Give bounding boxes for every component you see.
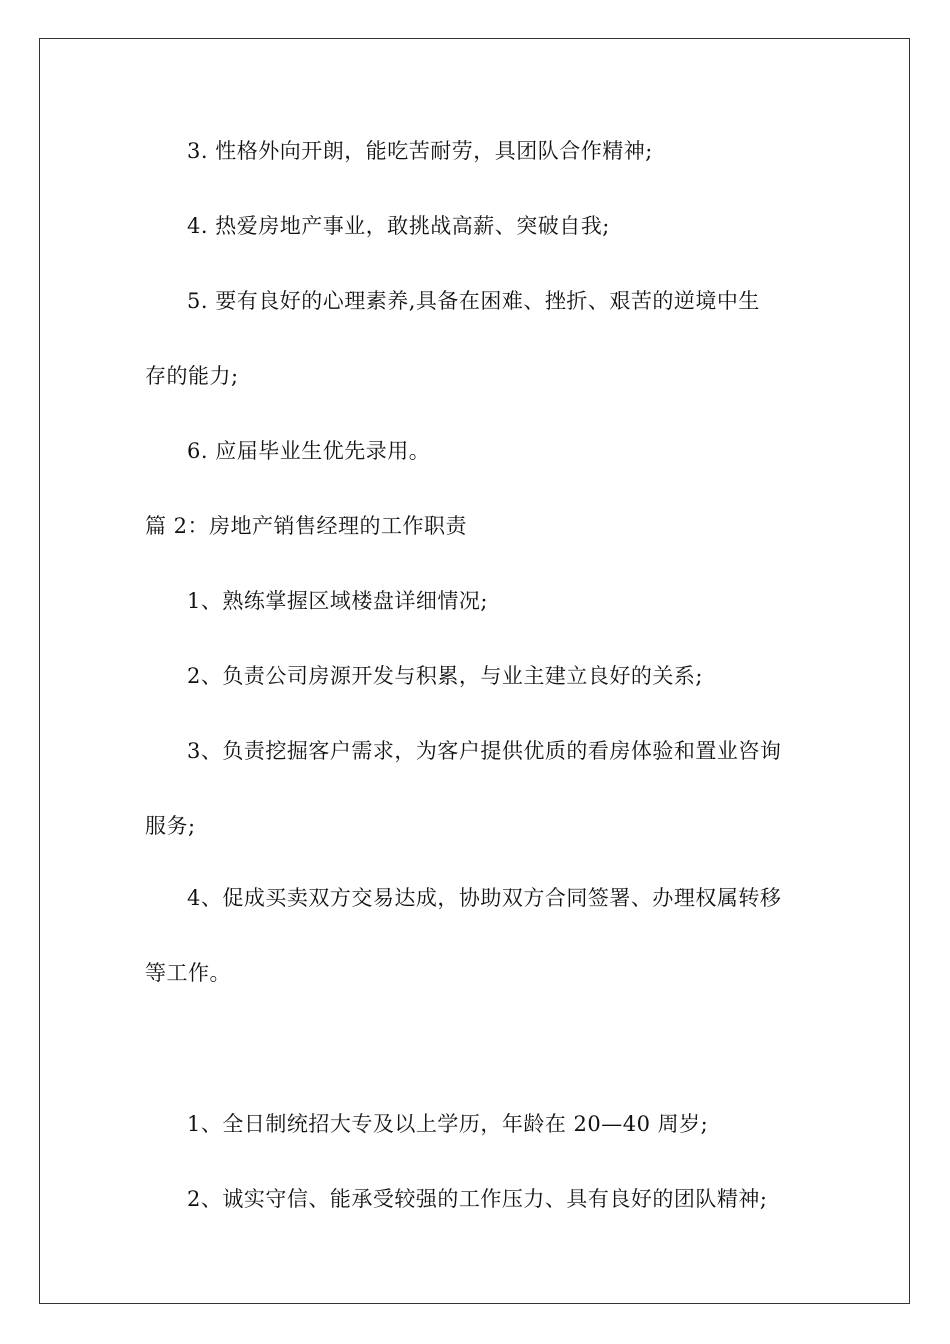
section-heading: 篇 2：房地产销售经理的工作职责 (145, 514, 468, 538)
duty-3: 3、负责挖掘客户需求，为客户提供优质的看房体验和置业咨询 (187, 739, 782, 763)
duty-2: 2、负责公司房源开发与积累，与业主建立良好的关系; (187, 664, 703, 688)
duty-1: 1、熟练掌握区域楼盘详细情况; (187, 589, 488, 613)
requirement-5: 5. 要有良好的心理素养,具备在困难、挫折、艰苦的逆境中生 (187, 289, 760, 313)
requirement-5-continued: 存的能力; (145, 364, 239, 388)
duty-4-continued: 等工作。 (145, 961, 231, 985)
duty-4: 4、促成买卖双方交易达成，协助双方合同签署、办理权属转移 (187, 886, 782, 910)
qualification-2: 2、诚实守信、能承受较强的工作压力、具有良好的团队精神; (187, 1187, 768, 1211)
requirement-3: 3. 性格外向开朗，能吃苦耐劳，具团队合作精神; (187, 139, 653, 163)
duty-3-continued: 服务; (145, 814, 196, 838)
requirement-6: 6. 应届毕业生优先录用。 (187, 439, 431, 463)
requirement-4: 4. 热爱房地产事业，敢挑战高薪、突破自我; (187, 214, 610, 238)
qualification-1: 1、全日制统招大专及以上学历，年龄在 20—40 周岁; (187, 1112, 709, 1136)
